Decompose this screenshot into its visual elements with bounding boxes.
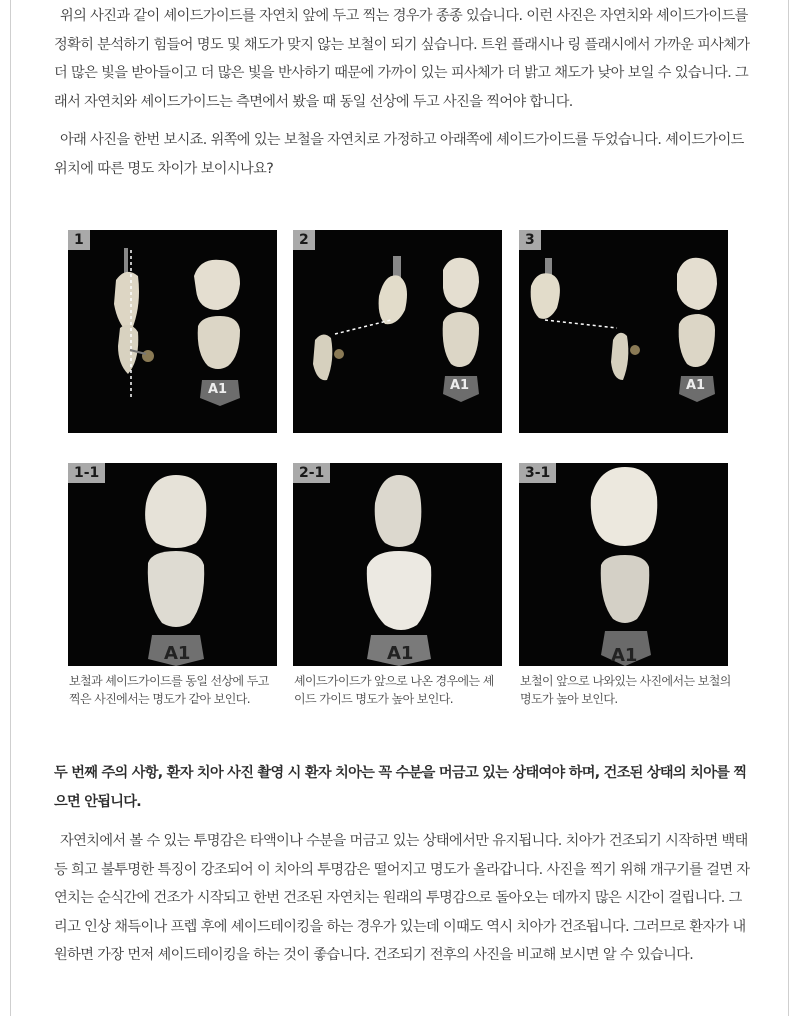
caption-3: 보철이 앞으로 나와있는 사진에서는 보철의 명도가 높아 보인다. <box>520 674 731 706</box>
photo-3 <box>519 230 728 433</box>
shade-label: A1 <box>686 378 706 393</box>
photo-1-1 <box>68 463 277 666</box>
photo-2-illustration <box>293 230 502 433</box>
section-paragraph: 자연치에서 볼 수 있는 투명감은 타액이나 수분을 머금고 있는 상태에서만 유지됩니다. 치아가 건조되기 시작하면 백태 등 희고 불투명한 특징이 강조되어 이 치아의 투명감은 떨어지고 명도가 올라갑니다. 사진을 찍기 위해 개구기를 걸면 자연치는 순식간에 건조가 시작되고 한번 건조된 자연치는 원래의 투명감으로 돌아오는 데까지 많은 시간이 걸립니다. 그리고 인상 채득이나 프렙 후에 셰이드테이킹을 하는 경우가 있는데 이때도 역시 치아가 건조됩니다. 그러므로 환자가 내원하면 가장 먼저 셰이드테이킹을 하는 것이 좋습니다. 건조되기 전후의 사진을 비교해 보시면 알 수 있습니다. <box>54 833 750 963</box>
photo-2 <box>293 230 502 433</box>
photo-1 <box>68 230 277 433</box>
photo-tag: 3 <box>519 230 541 250</box>
photo-1-illustration <box>68 230 277 433</box>
shade-label: A1 <box>450 378 470 393</box>
photo-3-1 <box>519 463 728 666</box>
photo-tag: 3-1 <box>519 463 556 483</box>
photo-tag: 2-1 <box>293 463 330 483</box>
photo-tag: 1-1 <box>68 463 105 483</box>
section-heading: 두 번째 주의 사항, 환자 치아 사진 촬영 시 환자 치아는 꼭 수분을 머금고 있는 상태여야 하며, 건조된 상태의 치아를 찍으면 안됩니다. <box>54 765 747 810</box>
shade-label: A1 <box>164 643 191 664</box>
shade-label: A1 <box>611 645 638 666</box>
caption-1: 보철과 셰이드가이드를 동일 선상에 두고 찍은 사진에서는 명도가 같아 보인다. <box>69 674 269 706</box>
shade-label: A1 <box>387 643 414 664</box>
photo-2-1 <box>293 463 502 666</box>
photo-1-1-illustration <box>68 463 277 666</box>
shade-label: A1 <box>208 382 228 397</box>
intro-paragraph-2: 아래 사진을 한번 보시죠. 위쪽에 있는 보철을 자연치로 가정하고 아래쪽에 셰이드가이드를 두었습니다. 셰이드가이드 위치에 따른 명도 차이가 보이시나요? <box>54 132 744 177</box>
photo-tag: 1 <box>68 230 90 250</box>
photo-3-1-illustration <box>519 463 728 666</box>
photo-tag: 2 <box>293 230 315 250</box>
intro-paragraph-1: 위의 사진과 같이 셰이드가이드를 자연치 앞에 두고 찍는 경우가 종종 있습니다. 이런 사진은 자연치와 셰이드가이드를 정확히 분석하기 힘들어 명도 및 채도가 맞지 않는 보철이 되기 싶습니다. 트윈 플래시나 링 플래시에서 가까운 피사체가 더 많은 빛을 받아들이고 더 많은 빛을 반사하기 때문에 가까이 있는 피사체가 더 밝고 채도가 낮아 보일 수 있습니다. 그래서 자연치와 셰이드가이드는 측면에서 봤을 때 동일 선상에 두고 사진을 찍어야 합니다. <box>54 8 750 110</box>
photo-2-1-illustration <box>293 463 502 666</box>
caption-2: 셰이드가이드가 앞으로 나온 경우에는 셰이드 가이드 명도가 높아 보인다. <box>294 674 494 706</box>
photo-3-illustration <box>519 230 728 433</box>
